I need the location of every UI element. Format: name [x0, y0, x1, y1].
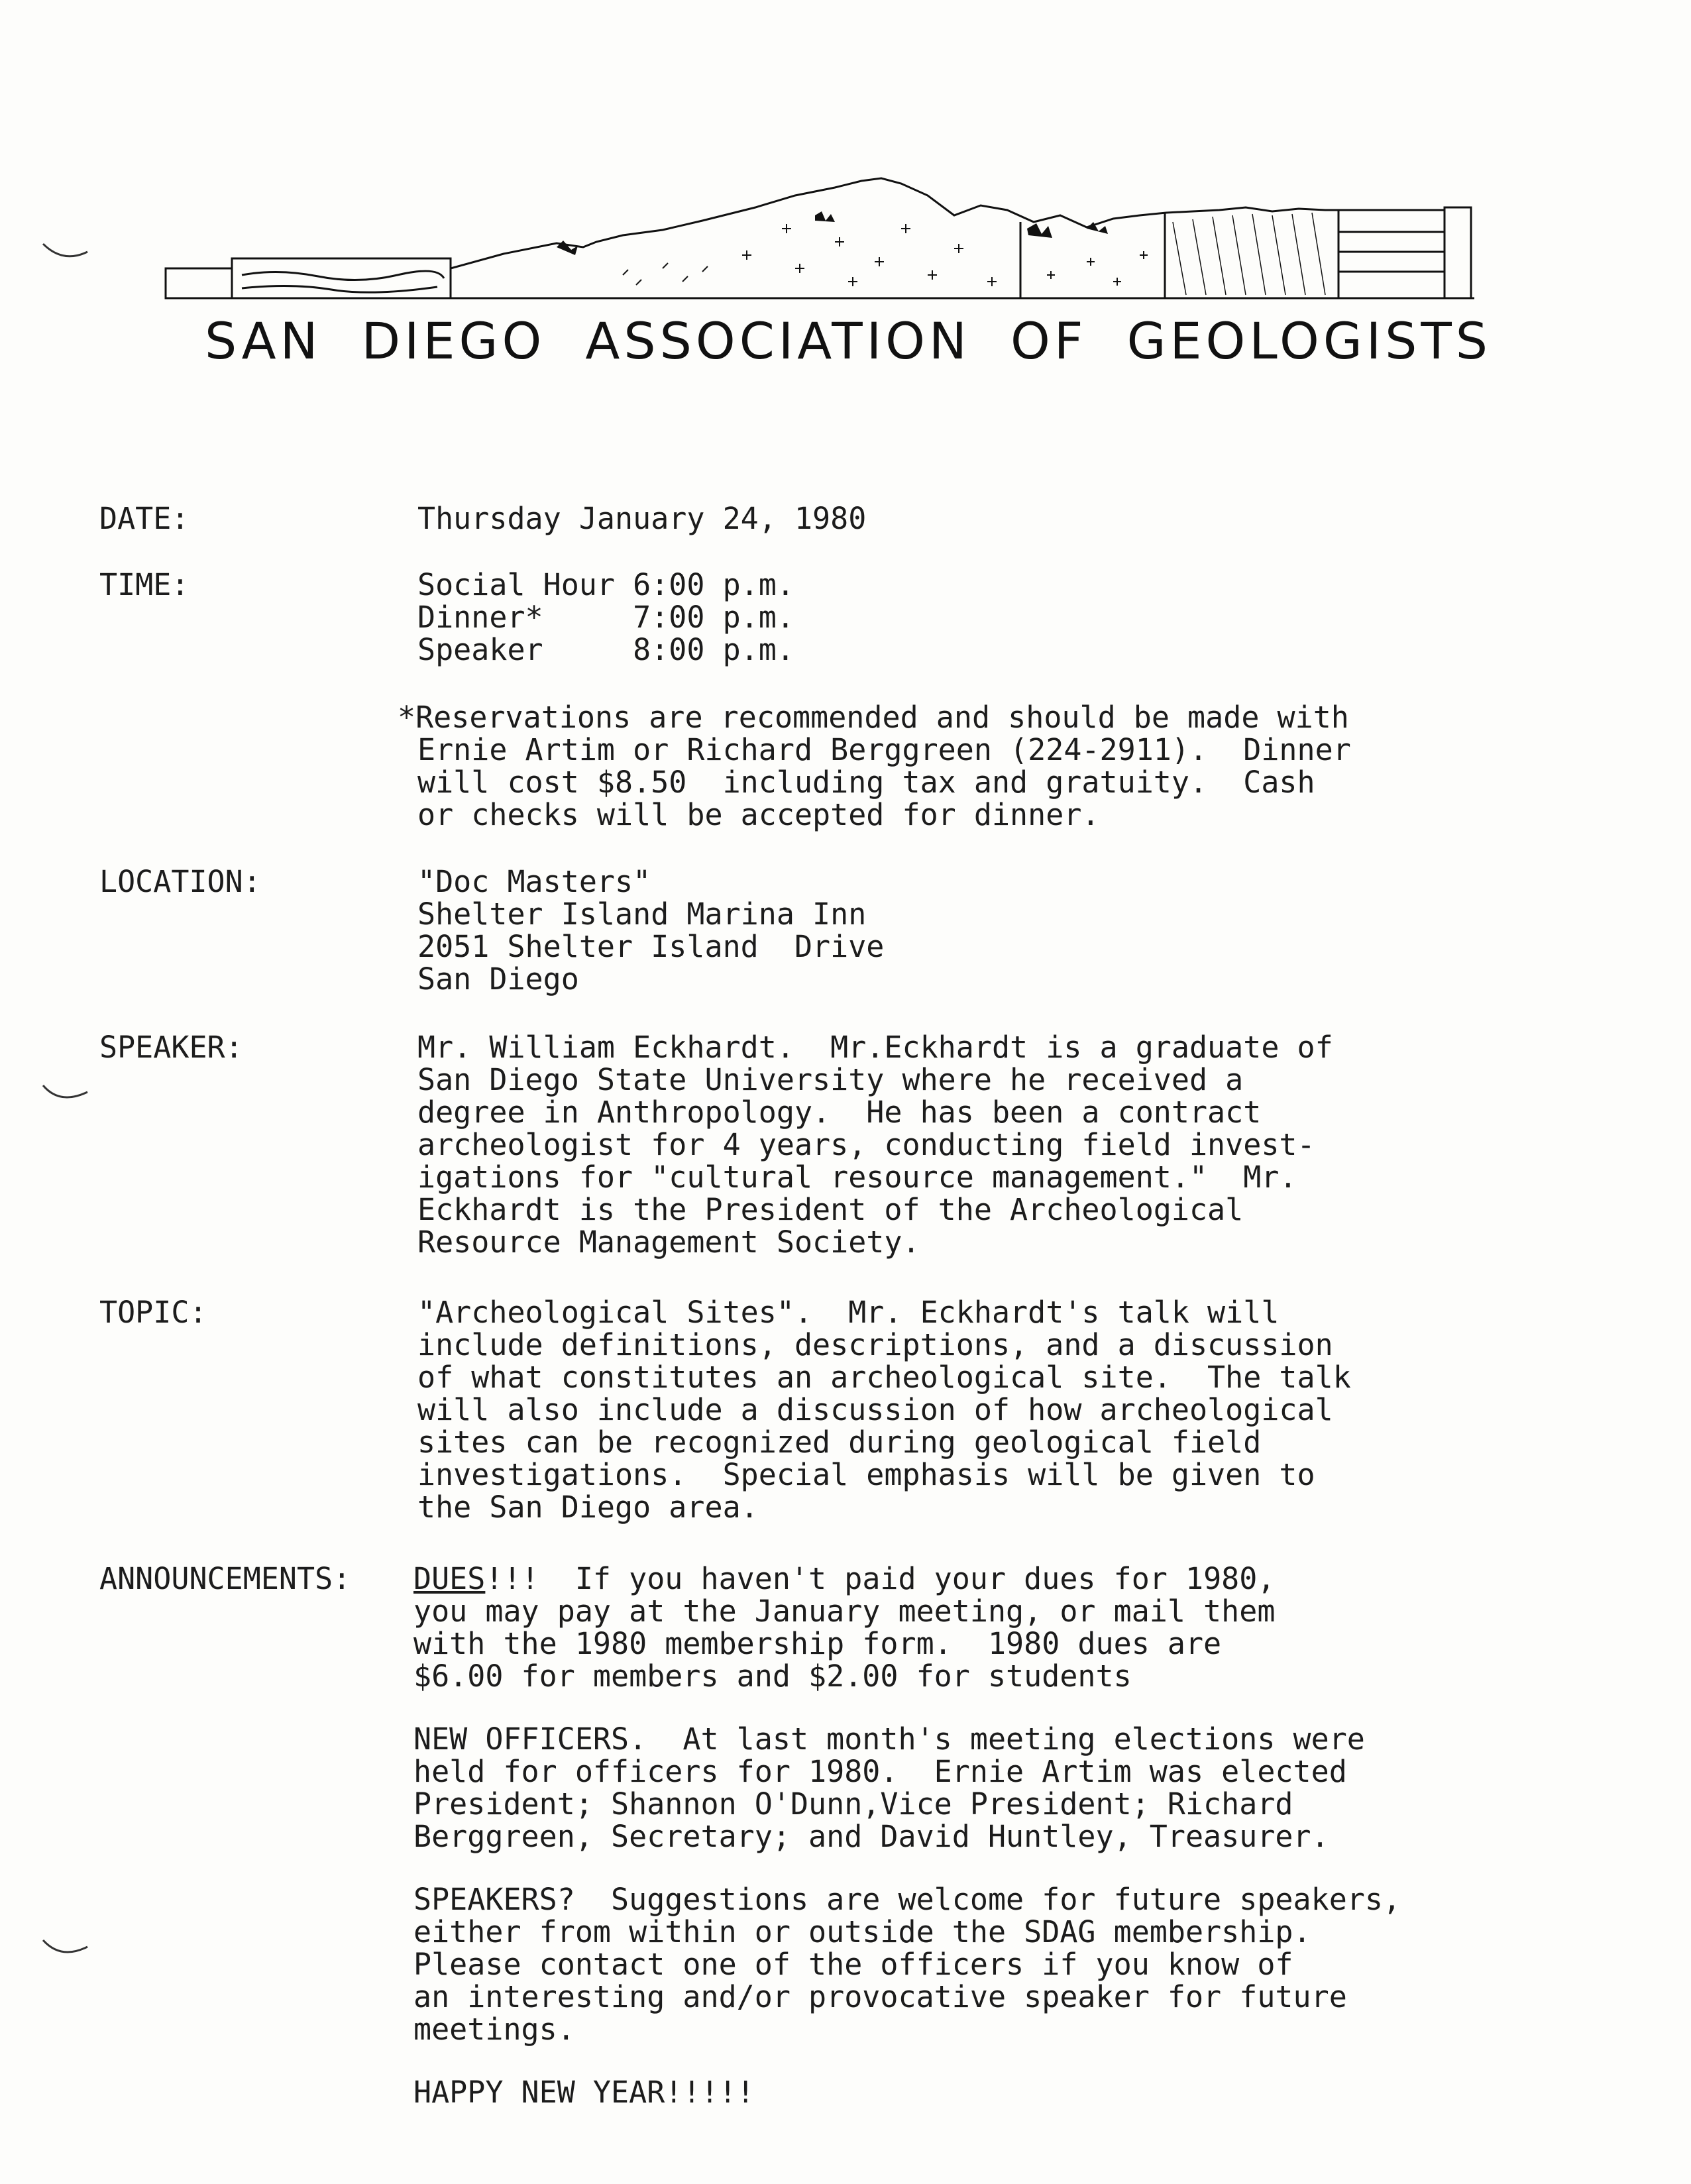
announcements-body	[413, 1562, 1540, 2108]
topic-line: sites can be recognized during geological field	[417, 1425, 1262, 1460]
schedule-dinner: Dinner* 7:00 p.m.	[417, 600, 794, 635]
hole-punch-mark-top	[40, 239, 93, 265]
geologic-cross-section-logo	[159, 169, 1484, 308]
reservation-line: will cost $8.50 including tax and gratuity. Cash	[417, 765, 1315, 800]
speaker-line: archeologist for 4 years, conducting field invest-	[417, 1127, 1315, 1162]
officers-line: NEW OFFICERS. At last month's meeting elections were	[413, 1721, 1365, 1757]
reservation-note	[398, 701, 1524, 831]
speaker-label: SPEAKER:	[99, 1030, 243, 1065]
topic-description	[417, 1296, 1544, 1523]
topic-line: of what constitutes an archeological site. The talk	[417, 1360, 1351, 1395]
speaker-line: Eckhardt is the President of the Archeological	[417, 1192, 1244, 1227]
reservation-line: *Reservations are recommended and should be made with	[398, 700, 1349, 735]
topic-line: include definitions, descriptions, and a discussion	[417, 1327, 1333, 1362]
speakers-line: Please contact one of the officers if you know of	[413, 1947, 1293, 1982]
date-value	[417, 502, 1544, 535]
speakers-line: SPEAKERS? Suggestions are welcome for future speakers,	[413, 1882, 1401, 1917]
hole-punch-mark-bottom	[40, 1935, 93, 1961]
dues-line: with the 1980 membership form. 1980 dues are	[413, 1626, 1222, 1661]
speakers-line: meetings.	[413, 2012, 575, 2047]
dues-announcement	[413, 1562, 1540, 1692]
venue-city: San Diego	[417, 961, 579, 997]
reservation-line: or checks will be accepted for dinner.	[417, 797, 1100, 832]
speakers-announcement	[413, 1883, 1540, 2046]
dues-line: $6.00 for members and $2.00 for students	[413, 1659, 1132, 1694]
topic-line: the San Diego area.	[417, 1490, 759, 1525]
topic-label: TOPIC:	[99, 1295, 207, 1330]
speaker-line: igations for "cultural resource management." Mr.	[417, 1160, 1297, 1195]
venue-name: "Doc Masters"	[417, 864, 651, 899]
officers-line: President; Shannon O'Dunn,Vice President; Richard	[413, 1786, 1293, 1822]
officers-line: held for officers for 1980. Ernie Artim was elected	[413, 1754, 1347, 1789]
schedule-social-hour: Social Hour 6:00 p.m.	[417, 567, 794, 602]
dues-heading: DUES	[413, 1561, 486, 1596]
meeting-date: Thursday January 24, 1980	[417, 501, 867, 536]
venue-building: Shelter Island Marina Inn	[417, 897, 867, 932]
speakers-line: either from within or outside the SDAG membership.	[413, 1914, 1311, 1949]
time-label: TIME:	[99, 567, 190, 602]
organization-title: SAN DIEGO ASSOCIATION OF GEOLOGISTS	[204, 311, 1492, 370]
speaker-line: San Diego State University where he received a	[417, 1062, 1244, 1097]
officers-line: Berggreen, Secretary; and David Huntley, Treasurer.	[413, 1819, 1329, 1854]
dues-line	[413, 1562, 1540, 1595]
location-label: LOCATION:	[99, 864, 261, 899]
speaker-bio	[417, 1031, 1544, 1258]
announcements-label: ANNOUNCEMENTS:	[99, 1561, 351, 1596]
dues-line: you may pay at the January meeting, or mail them	[413, 1594, 1276, 1629]
time-schedule	[417, 569, 1544, 666]
happy-new-year: HAPPY NEW YEAR!!!!!	[413, 2075, 755, 2110]
speakers-line: an interesting and/or provocative speaker for future	[413, 1979, 1347, 2014]
date-label: DATE:	[99, 501, 190, 536]
speaker-line: Mr. William Eckhardt. Mr.Eckhardt is a graduate of	[417, 1030, 1333, 1065]
dues-line-rest: !!! If you haven't paid your dues for 1980,	[485, 1561, 1276, 1596]
topic-line: investigations. Special emphasis will be given to	[417, 1457, 1315, 1492]
new-officers-announcement	[413, 1723, 1540, 1853]
reservation-line: Ernie Artim or Richard Berggreen (224-2911). Dinner	[417, 732, 1351, 767]
speaker-line: degree in Anthropology. He has been a contract	[417, 1095, 1262, 1130]
topic-line: will also include a discussion of how archeological	[417, 1392, 1333, 1427]
venue-street: 2051 Shelter Island Drive	[417, 929, 885, 964]
speaker-line: Resource Management Society.	[417, 1225, 920, 1260]
topic-line: "Archeological Sites". Mr. Eckhardt's talk will	[417, 1295, 1280, 1330]
closing-greeting	[413, 2076, 1540, 2108]
location-address	[417, 865, 1544, 995]
schedule-speaker: Speaker 8:00 p.m.	[417, 632, 794, 667]
hole-punch-mark-middle	[40, 1080, 93, 1107]
